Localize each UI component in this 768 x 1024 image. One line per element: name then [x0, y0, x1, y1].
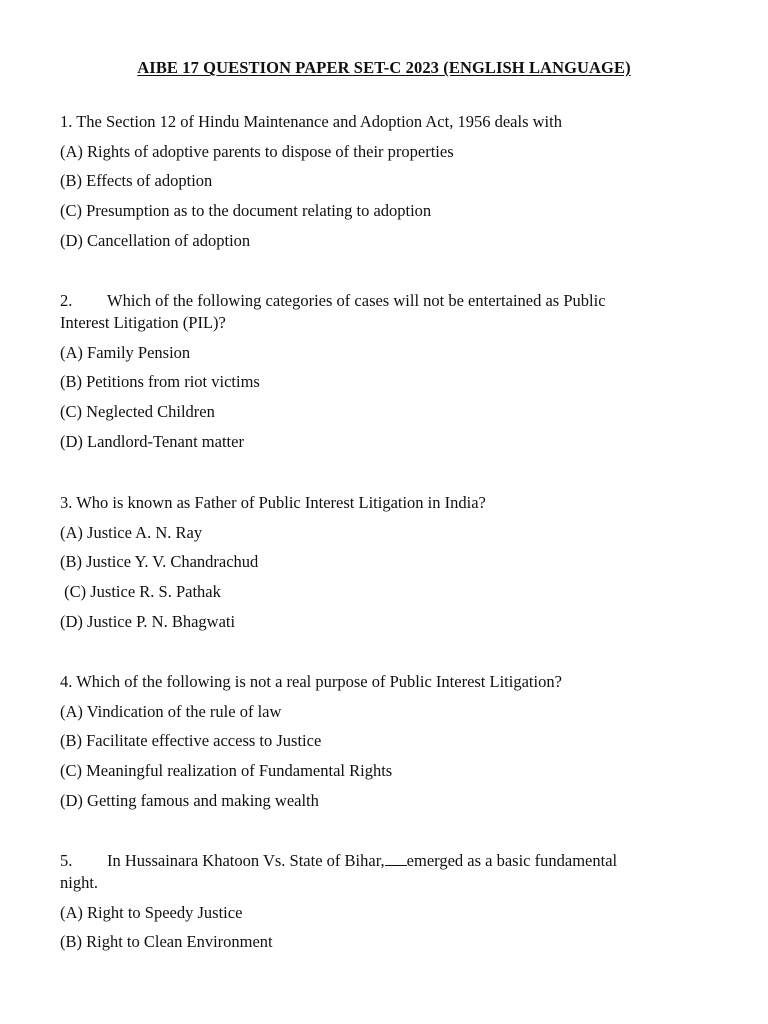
- question-5: [60, 850, 700, 953]
- page-title: AIBE 17 QUESTION PAPER SET-C 2023 (ENGLISH LANGUAGE): [137, 58, 631, 77]
- option-b: (B) Justice Y. V. Chandrachud: [60, 552, 259, 572]
- option-b: (B) Effects of adoption: [60, 171, 213, 191]
- question-number: 5.: [60, 851, 73, 870]
- option-a: (A) Right to Speedy Justice: [60, 902, 243, 922]
- question-2: [60, 290, 680, 453]
- question-text: [60, 111, 680, 133]
- option-d: (D) Justice P. N. Bhagwati: [60, 611, 236, 631]
- question-stem: The Section 12 of Hindu Maintenance and Adoption Act, 1956 deals with: [76, 112, 562, 131]
- question-stem-after-blank: emerged as a basic fundamental: [406, 851, 618, 870]
- option-c: (C) Neglected Children: [60, 402, 215, 422]
- question-stem: Who is known as Father of Public Interest Litigation in India?: [76, 493, 486, 512]
- option-a: (A) Vindication of the rule of law: [60, 701, 282, 721]
- question-number: 4.: [60, 672, 73, 691]
- option-b: (B) Right to Clean Environment: [60, 932, 273, 952]
- question-number: 3.: [60, 493, 73, 512]
- question-number: 1.: [60, 112, 73, 131]
- option-b: (B) Petitions from riot victims: [60, 372, 260, 392]
- question-stem-continued: night.: [60, 873, 99, 892]
- option-c: (C) Justice R. S. Pathak: [60, 582, 221, 602]
- question-number: 2.: [60, 291, 73, 310]
- option-a: (A) Rights of adoptive parents to dispose of their properties: [60, 141, 454, 161]
- option-c: (C) Meaningful realization of Fundamental Rights: [60, 761, 393, 781]
- question-text: [60, 492, 680, 514]
- option-d: (D) Landlord-Tenant matter: [60, 431, 244, 451]
- option-b: (B) Facilitate effective access to Justice: [60, 731, 322, 751]
- question-stem-continued: Interest Litigation (PIL)?: [60, 313, 226, 332]
- question-4: [60, 671, 680, 812]
- question-1: [60, 111, 680, 252]
- question-text: [60, 671, 680, 693]
- question-stem: Which of the following is not a real purpose of Public Interest Litigation?: [76, 672, 562, 691]
- option-a: (A) Justice A. N. Ray: [60, 522, 203, 542]
- option-a: (A) Family Pension: [60, 342, 191, 362]
- option-d: (D) Getting famous and making wealth: [60, 790, 319, 810]
- question-stem: In Hussainara Khatoon Vs. State of Bihar,: [107, 851, 385, 870]
- option-d: (D) Cancellation of adoption: [60, 230, 251, 250]
- fill-in-blank: [385, 851, 407, 866]
- option-c: (C) Presumption as to the document relating to adoption: [60, 201, 432, 221]
- question-stem: Which of the following categories of cases will not be entertained as Public: [107, 291, 606, 310]
- question-3: [60, 492, 680, 633]
- question-text: [60, 290, 680, 312]
- question-text: [60, 850, 700, 872]
